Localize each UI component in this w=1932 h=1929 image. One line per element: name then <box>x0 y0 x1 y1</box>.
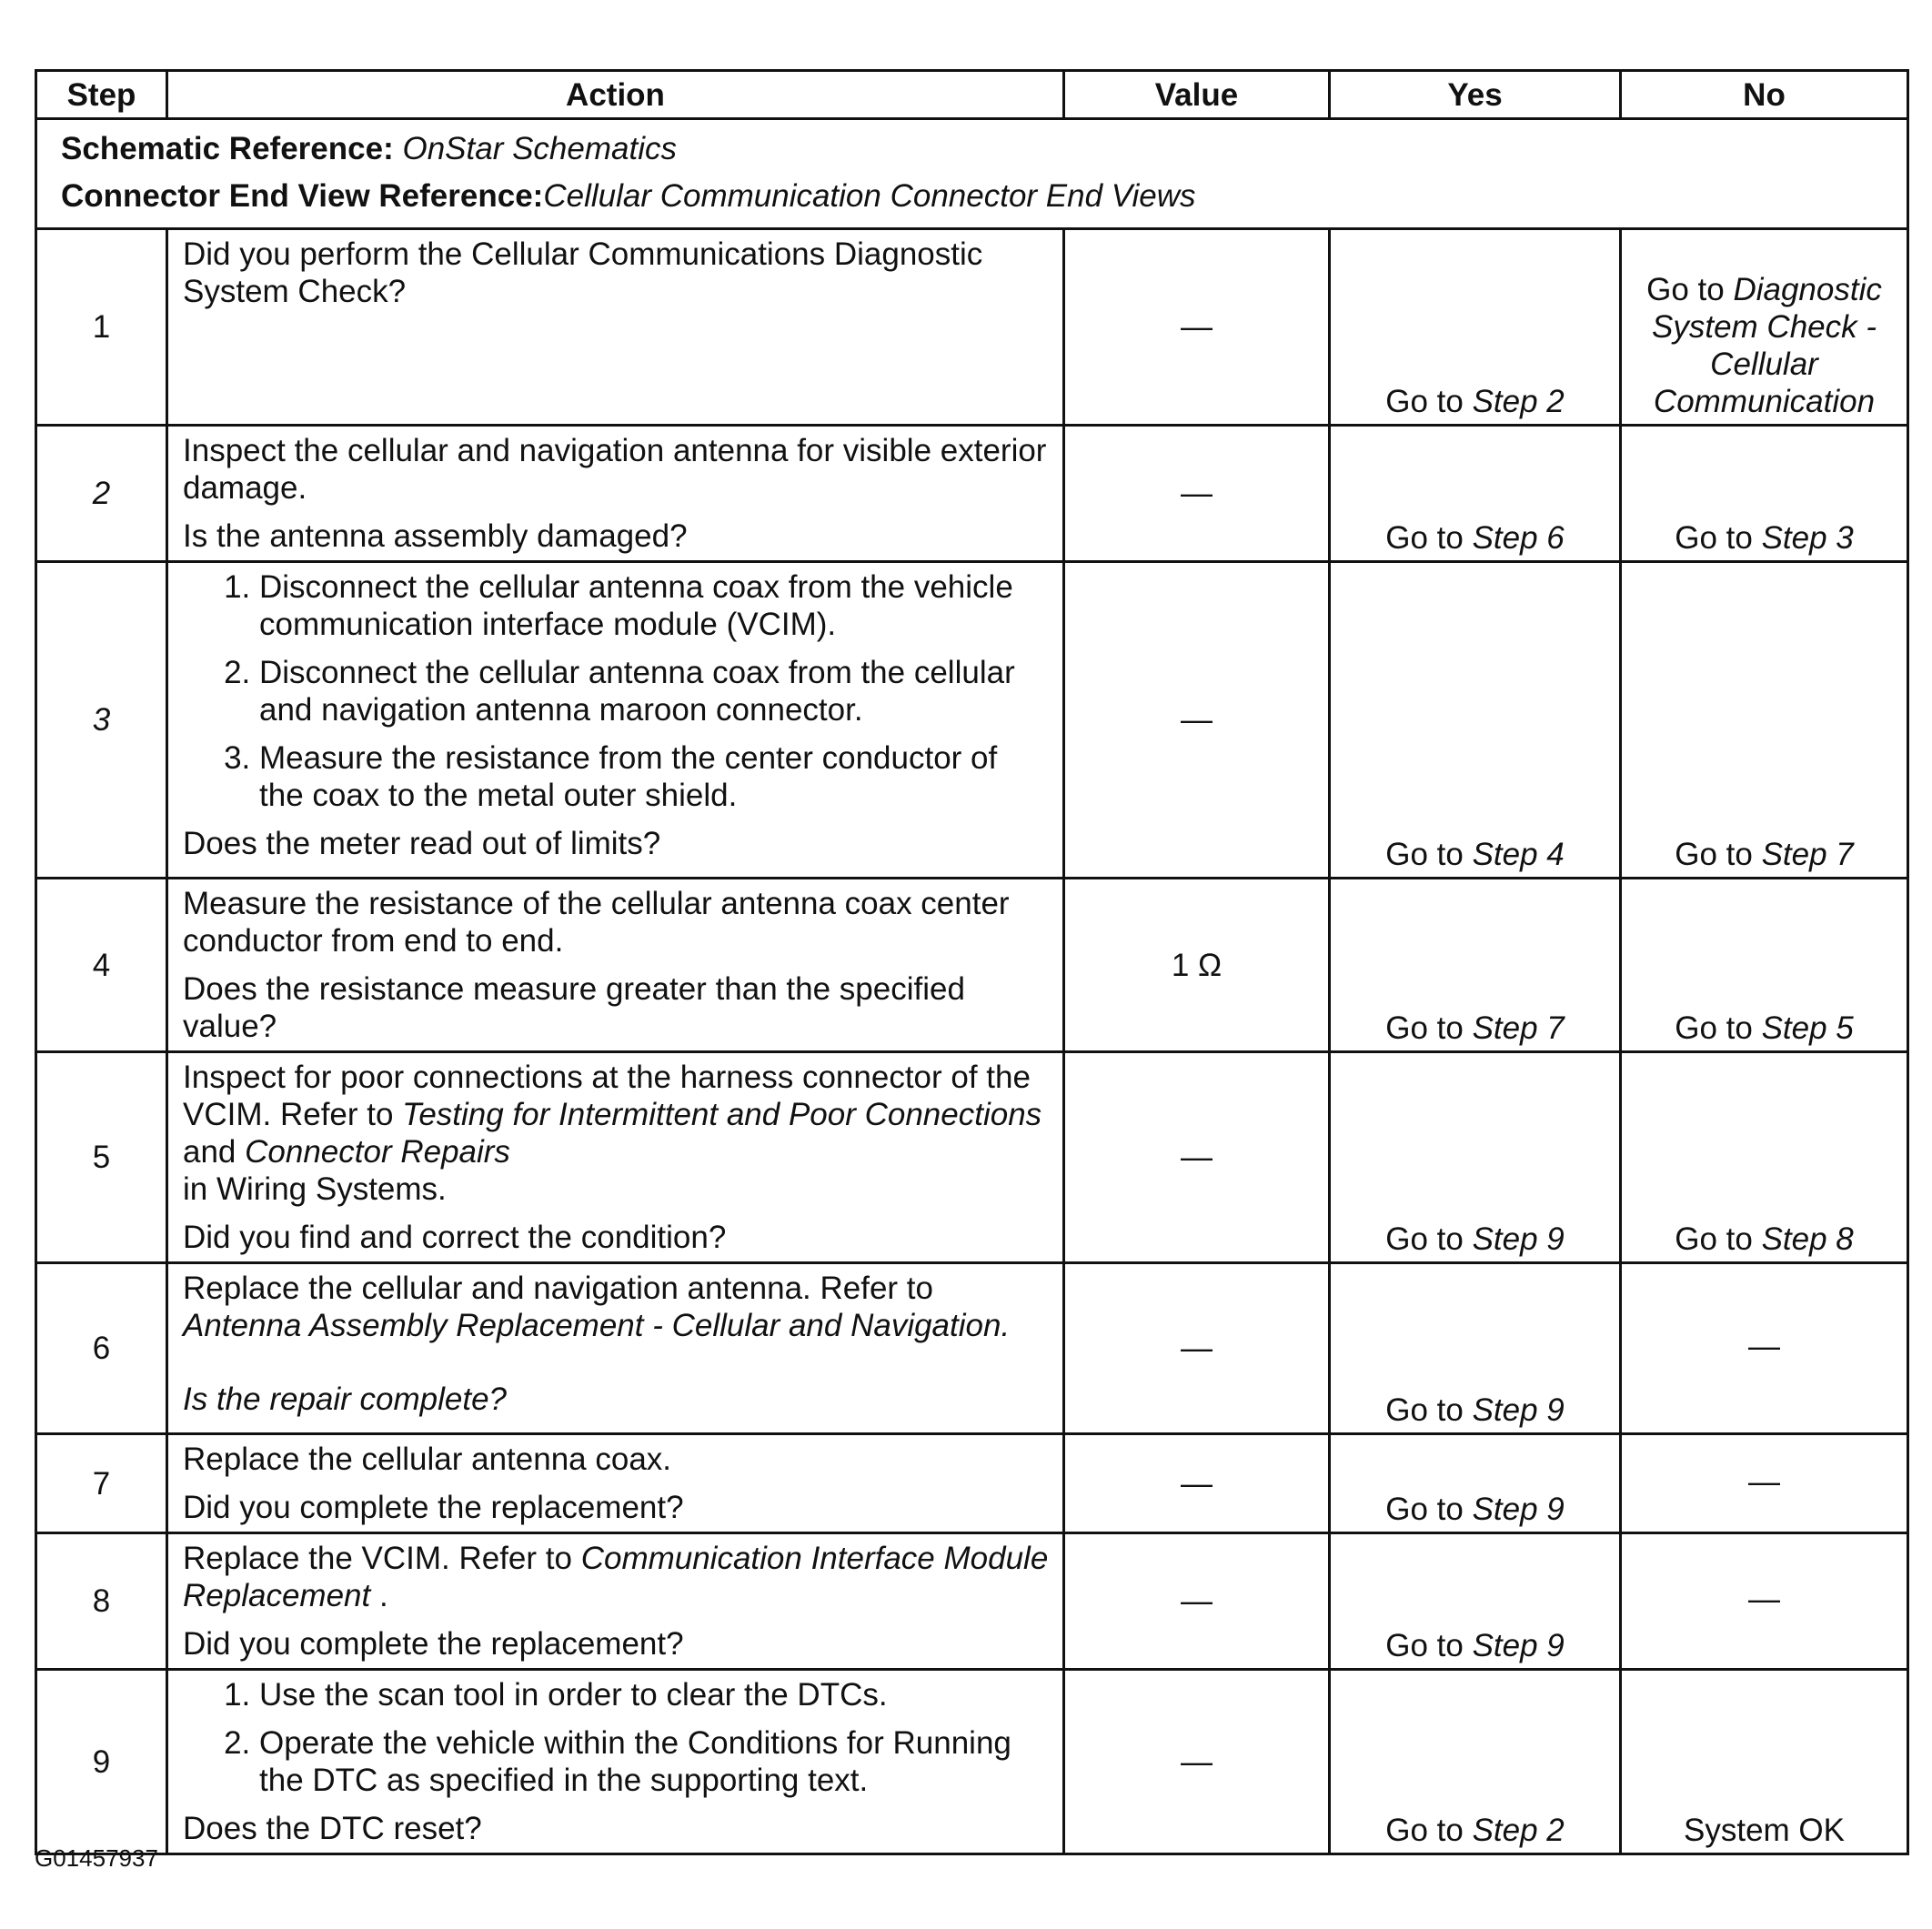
step-number: 7 <box>36 1434 167 1533</box>
action-text-part: Inspect for poor connections at the harness connector of the VCIM. Refer to <box>183 1060 1031 1132</box>
yes-cell <box>1330 426 1621 562</box>
yes-prefix: Go to <box>1385 1392 1473 1428</box>
yes-cell <box>1330 1263 1621 1434</box>
no-prefix: Go to <box>1675 520 1762 556</box>
yes-prefix: Go to <box>1385 1010 1473 1046</box>
no-link[interactable]: Step 7 <box>1761 837 1854 872</box>
connector-repairs-link[interactable]: Connector Repairs <box>245 1134 510 1170</box>
no-prefix: Go to <box>1675 837 1762 872</box>
action-question: Is the repair complete? <box>183 1381 508 1417</box>
action-cell <box>167 229 1064 426</box>
action-list <box>183 568 1050 814</box>
action-text: Inspect the cellular and navigation antenna for visible exterior damage. <box>183 433 1047 506</box>
action-text-part: and <box>183 1134 246 1170</box>
no-link[interactable]: Step 3 <box>1761 520 1854 556</box>
table-row <box>36 1263 1908 1434</box>
action-text: Replace the cellular antenna coax. <box>183 1442 672 1477</box>
step-number: 8 <box>36 1533 167 1670</box>
step-number: 3 <box>36 562 167 879</box>
action-list-item: 2. Operate the vehicle within the Conditions for Running the DTC as specified in the supporting text. <box>259 1724 1050 1799</box>
yes-link[interactable]: Step 2 <box>1472 1813 1565 1848</box>
no-cell: — <box>1621 1263 1908 1434</box>
yes-link[interactable]: Step 2 <box>1472 384 1565 419</box>
action-text: Measure the resistance of the cellular antenna coax center conductor from end to end. <box>183 886 1010 959</box>
no-cell: System OK <box>1621 1670 1908 1854</box>
action-question: Is the antenna assembly damaged? <box>183 518 688 554</box>
yes-link[interactable]: Step 9 <box>1472 1628 1565 1663</box>
table-row <box>36 562 1908 879</box>
action-cell <box>167 1052 1064 1263</box>
value-cell: — <box>1064 229 1330 426</box>
reference-row <box>36 119 1908 229</box>
no-cell <box>1621 426 1908 562</box>
yes-link[interactable]: Step 9 <box>1472 1492 1565 1527</box>
header-yes: Yes <box>1330 71 1621 119</box>
table-row <box>36 879 1908 1052</box>
no-link[interactable]: Step 8 <box>1761 1221 1854 1257</box>
action-question: Did you complete the replacement? <box>183 1490 684 1525</box>
action-list-item: 1. Disconnect the cellular antenna coax from the vehicle communication interface module (VCIM). <box>259 568 1050 643</box>
yes-prefix: Go to <box>1385 520 1473 556</box>
action-cell <box>167 1434 1064 1533</box>
yes-link[interactable]: Step 7 <box>1472 1010 1565 1046</box>
no-cell: — <box>1621 1533 1908 1670</box>
header-step: Step <box>36 71 167 119</box>
value-cell: — <box>1064 1263 1330 1434</box>
yes-cell <box>1330 1670 1621 1854</box>
table-row <box>36 1434 1908 1533</box>
yes-cell <box>1330 1052 1621 1263</box>
yes-cell <box>1330 1434 1621 1533</box>
action-cell <box>167 426 1064 562</box>
module-replacement-link[interactable]: Communication Interface Module Replacement <box>183 1541 1049 1613</box>
yes-link[interactable]: Step 6 <box>1472 520 1565 556</box>
yes-prefix: Go to <box>1385 1628 1473 1663</box>
no-prefix: Go to <box>1675 1010 1762 1046</box>
no-prefix: Go to <box>1646 272 1734 307</box>
value-cell: — <box>1064 1670 1330 1854</box>
connector-reference-link[interactable]: Cellular Communication Connector End Views <box>543 178 1196 214</box>
no-cell <box>1621 229 1908 426</box>
antenna-replacement-link[interactable]: Antenna Assembly Replacement - Cellular and Navigation <box>183 1308 1001 1343</box>
action-cell <box>167 1533 1064 1670</box>
value-cell: — <box>1064 1533 1330 1670</box>
action-list-item: 2. Disconnect the cellular antenna coax from the cellular and navigation antenna maroon connector. <box>259 654 1050 728</box>
yes-prefix: Go to <box>1385 837 1473 872</box>
value-cell: — <box>1064 426 1330 562</box>
yes-prefix: Go to <box>1385 384 1473 419</box>
action-list-item: 1. Use the scan tool in order to clear the DTCs. <box>259 1676 1050 1713</box>
action-cell <box>167 879 1064 1052</box>
action-text: Did you perform the Cellular Communications Diagnostic System Check? <box>183 236 983 309</box>
table-row <box>36 426 1908 562</box>
action-cell <box>167 1263 1064 1434</box>
action-text-part: Replace the VCIM. Refer to <box>183 1541 581 1576</box>
no-cell <box>1621 1052 1908 1263</box>
action-list-item: 3. Measure the resistance from the center conductor of the coax to the metal outer shield. <box>259 739 1050 814</box>
action-cell <box>167 1670 1064 1854</box>
yes-link[interactable]: Step 9 <box>1472 1392 1565 1428</box>
no-cell <box>1621 562 1908 879</box>
diagnostic-table <box>35 69 1909 1855</box>
step-number: 2 <box>36 426 167 562</box>
action-text-part: . <box>1001 1308 1011 1343</box>
figure-id: G01457937 <box>35 1844 158 1872</box>
action-question: Does the DTC reset? <box>183 1811 482 1846</box>
yes-cell <box>1330 562 1621 879</box>
action-text <box>183 1540 1050 1614</box>
action-question: Did you find and correct the condition? <box>183 1220 727 1255</box>
step-number: 9 <box>36 1670 167 1854</box>
table-row <box>36 229 1908 426</box>
step-number: 5 <box>36 1052 167 1263</box>
value-cell: — <box>1064 1052 1330 1263</box>
value-cell: — <box>1064 562 1330 879</box>
yes-link[interactable]: Step 9 <box>1472 1221 1565 1257</box>
value-cell: — <box>1064 1434 1330 1533</box>
action-question: Does the resistance measure greater than the specified value? <box>183 971 965 1044</box>
step-number: 4 <box>36 879 167 1052</box>
schematic-reference-label: Schematic Reference: <box>61 131 394 166</box>
no-cell <box>1621 879 1908 1052</box>
table-row <box>36 1052 1908 1263</box>
connector-reference-label: Connector End View Reference: <box>61 178 544 214</box>
yes-prefix: Go to <box>1385 1813 1473 1848</box>
value-cell: 1 Ω <box>1064 879 1330 1052</box>
action-question: Did you complete the replacement? <box>183 1626 684 1662</box>
action-text-part: Replace the cellular and navigation antenna. Refer to <box>183 1271 933 1306</box>
yes-prefix: Go to <box>1385 1221 1473 1257</box>
header-row <box>36 71 1908 119</box>
header-action: Action <box>167 71 1064 119</box>
header-value: Value <box>1064 71 1330 119</box>
no-link[interactable]: Step 5 <box>1761 1010 1854 1046</box>
table-row <box>36 1670 1908 1854</box>
action-text <box>183 1270 1050 1344</box>
step-number: 6 <box>36 1263 167 1434</box>
action-text-part: in Wiring Systems. <box>183 1171 447 1207</box>
action-list <box>183 1676 1050 1799</box>
no-cell: — <box>1621 1434 1908 1533</box>
action-text-part: . <box>370 1578 388 1613</box>
header-no: No <box>1621 71 1908 119</box>
schematic-reference <box>61 126 1907 173</box>
action-question: Does the meter read out of limits? <box>183 826 661 861</box>
yes-prefix: Go to <box>1385 1492 1473 1527</box>
no-link[interactable]: Diagnostic System Check - Cellular Communication <box>1652 272 1882 419</box>
testing-intermittent-link[interactable]: Testing for Intermittent and Poor Connections <box>402 1097 1042 1132</box>
yes-link[interactable]: Step 4 <box>1472 837 1565 872</box>
no-prefix: Go to <box>1675 1221 1762 1257</box>
action-text <box>183 1059 1050 1208</box>
schematic-reference-link[interactable]: OnStar Schematics <box>402 131 677 166</box>
step-number: 1 <box>36 229 167 426</box>
table-row <box>36 1533 1908 1670</box>
yes-cell <box>1330 229 1621 426</box>
connector-reference <box>61 173 1907 220</box>
reference-cell <box>36 119 1908 229</box>
action-cell <box>167 562 1064 879</box>
yes-cell <box>1330 879 1621 1052</box>
yes-cell <box>1330 1533 1621 1670</box>
